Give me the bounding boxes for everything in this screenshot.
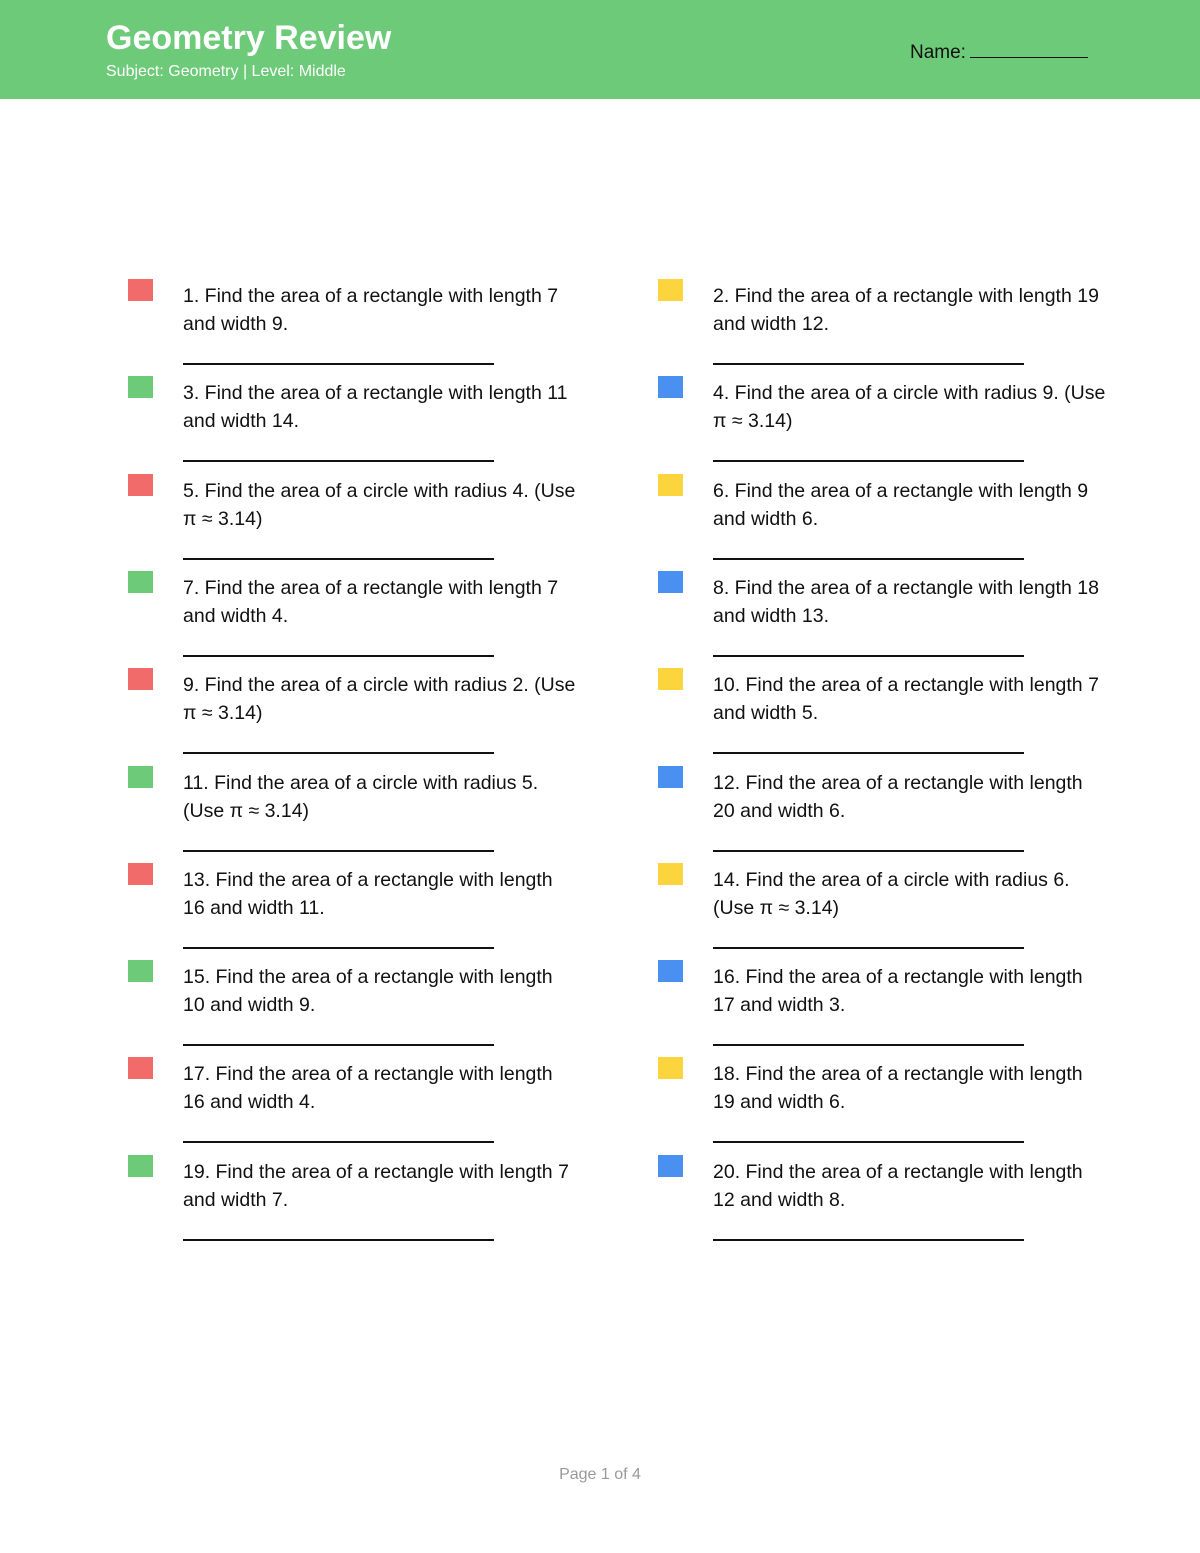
answer-line[interactable] bbox=[713, 850, 1024, 852]
answer-line[interactable] bbox=[713, 1239, 1024, 1241]
color-marker bbox=[128, 668, 153, 690]
answer-line[interactable] bbox=[183, 558, 494, 560]
answer-line[interactable] bbox=[183, 460, 494, 462]
question-text: 18. Find the area of a rectangle with length 19 and width 6. bbox=[713, 1063, 1083, 1113]
color-marker bbox=[128, 376, 153, 398]
question-text: 4. Find the area of a circle with radius 9. (Use π ≈ 3.14) bbox=[713, 382, 1106, 432]
color-marker bbox=[128, 960, 153, 982]
worksheet-header bbox=[0, 0, 1200, 99]
color-marker bbox=[658, 1155, 683, 1177]
answer-line[interactable] bbox=[713, 752, 1024, 754]
answer-line[interactable] bbox=[713, 947, 1024, 949]
color-marker bbox=[658, 668, 683, 690]
question-text: 19. Find the area of a rectangle with length 7 and width 7. bbox=[183, 1161, 569, 1211]
answer-line[interactable] bbox=[183, 1044, 494, 1046]
question-text: 1. Find the area of a rectangle with length 7 and width 9. bbox=[183, 285, 559, 335]
answer-line[interactable] bbox=[713, 1044, 1024, 1046]
color-marker bbox=[128, 863, 153, 885]
worksheet-title: Geometry Review bbox=[106, 19, 392, 57]
color-marker bbox=[658, 279, 683, 301]
answer-line[interactable] bbox=[713, 558, 1024, 560]
question-text: 20. Find the area of a rectangle with length 12 and width 8. bbox=[713, 1161, 1083, 1211]
color-marker bbox=[658, 1057, 683, 1079]
question-text: 12. Find the area of a rectangle with length 20 and width 6. bbox=[713, 772, 1083, 822]
question-text: 5. Find the area of a circle with radius 4. (Use π ≈ 3.14) bbox=[183, 480, 576, 530]
color-marker bbox=[658, 863, 683, 885]
answer-line[interactable] bbox=[183, 850, 494, 852]
color-marker bbox=[128, 1057, 153, 1079]
question-text: 10. Find the area of a rectangle with length 7 and width 5. bbox=[713, 674, 1099, 724]
color-marker bbox=[128, 279, 153, 301]
answer-line[interactable] bbox=[713, 460, 1024, 462]
color-marker bbox=[658, 960, 683, 982]
answer-line[interactable] bbox=[183, 1239, 494, 1241]
answer-line[interactable] bbox=[183, 655, 494, 657]
answer-line[interactable] bbox=[183, 752, 494, 754]
answer-line[interactable] bbox=[713, 655, 1024, 657]
question-text: 9. Find the area of a circle with radius 2. (Use π ≈ 3.14) bbox=[183, 674, 576, 724]
question-text: 8. Find the area of a rectangle with length 18 and width 13. bbox=[713, 577, 1099, 627]
color-marker bbox=[658, 376, 683, 398]
answer-line[interactable] bbox=[183, 1141, 494, 1143]
question-text: 3. Find the area of a rectangle with length 11 and width 14. bbox=[183, 382, 568, 432]
question-text: 6. Find the area of a rectangle with length 9 and width 6. bbox=[713, 480, 1089, 530]
answer-line[interactable] bbox=[713, 363, 1024, 365]
name-blank-line[interactable] bbox=[970, 39, 1088, 58]
question-text: 2. Find the area of a rectangle with length 19 and width 12. bbox=[713, 285, 1099, 335]
page-number: Page 1 of 4 bbox=[559, 1466, 641, 1483]
color-marker bbox=[658, 766, 683, 788]
answer-line[interactable] bbox=[183, 947, 494, 949]
color-marker bbox=[128, 766, 153, 788]
question-text: 7. Find the area of a rectangle with length 7 and width 4. bbox=[183, 577, 559, 627]
worksheet-subtitle: Subject: Geometry | Level: Middle bbox=[106, 63, 346, 80]
answer-line[interactable] bbox=[713, 1141, 1024, 1143]
question-text: 14. Find the area of a circle with radius 6. (Use π ≈ 3.14) bbox=[713, 869, 1070, 919]
color-marker bbox=[128, 1155, 153, 1177]
color-marker bbox=[658, 571, 683, 593]
question-text: 13. Find the area of a rectangle with length 16 and width 11. bbox=[183, 869, 553, 919]
question-text: 15. Find the area of a rectangle with length 10 and width 9. bbox=[183, 966, 553, 1016]
question-text: 11. Find the area of a circle with radius 5. (Use π ≈ 3.14) bbox=[183, 772, 539, 822]
question-text: 17. Find the area of a rectangle with length 16 and width 4. bbox=[183, 1063, 553, 1113]
answer-line[interactable] bbox=[183, 363, 494, 365]
color-marker bbox=[128, 571, 153, 593]
question-text: 16. Find the area of a rectangle with length 17 and width 3. bbox=[713, 966, 1083, 1016]
name-field[interactable] bbox=[910, 39, 1088, 64]
color-marker bbox=[128, 474, 153, 496]
name-label: Name: bbox=[910, 42, 966, 63]
color-marker bbox=[658, 474, 683, 496]
